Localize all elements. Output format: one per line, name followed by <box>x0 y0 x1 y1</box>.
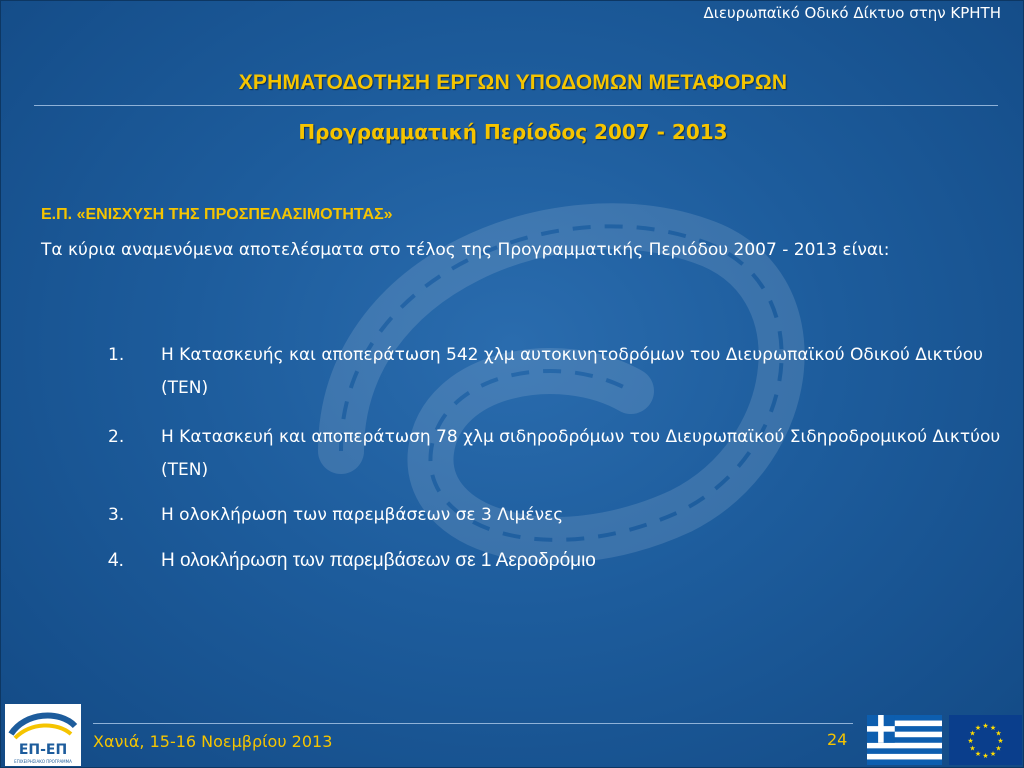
list-item-text: Η Κατασκευή και αποπεράτωση 78 χλμ σιδηροδρόμων του Διευρωπαϊκού Σιδηροδρομικού Δικτύου (ΤΕΝ) <box>161 427 1001 480</box>
greek-flag-icon <box>867 715 942 765</box>
svg-text:★: ★ <box>982 752 989 760</box>
svg-text:★: ★ <box>989 750 997 758</box>
logo-text: ΕΠ-ΕΠ <box>18 742 68 758</box>
title-divider <box>34 105 998 106</box>
page-number: 24 <box>827 730 848 749</box>
logo-small-text: ΕΠΙΧΕΙΡΗΣΙΑΚΟ ΠΡΟΓΡΑΜΜΑ <box>14 759 72 764</box>
svg-text:★: ★ <box>995 744 1002 753</box>
list-item-number: 2. <box>108 427 125 447</box>
intro-text: Τα κύρια αναμενόμενα αποτελέσματα στο τέλος της Προγραμματικής Περιόδου 2007 - 2013 είναι: <box>41 240 890 260</box>
list-item-text: Η ολοκλήρωση των παρεμβάσεων σε 3 Λιμένες <box>161 505 564 525</box>
list-item-number: 1. <box>108 345 125 365</box>
ep-ep-logo <box>5 704 81 766</box>
eu-flag-icon <box>949 715 1022 765</box>
presentation-header: Διευρωπαϊκό Οδικό Δίκτυο στην ΚΡΗΤΗ <box>703 4 1001 22</box>
svg-text:★: ★ <box>974 724 982 732</box>
subtitle: Προγραμματική Περίοδος 2007 - 2013 <box>298 120 728 144</box>
svg-text:★: ★ <box>997 737 1004 745</box>
svg-text:★: ★ <box>967 737 974 745</box>
footer-location-date: Χανιά, 15-16 Νοεμβρίου 2013 <box>93 732 333 751</box>
svg-text:★: ★ <box>969 729 976 738</box>
svg-text:★: ★ <box>995 729 1002 738</box>
main-title: ΧΡΗΜΑΤΟΔΟΤΗΣΗ ΕΡΓΩΝ ΥΠΟΔΟΜΩΝ ΜΕΤΑΦΟΡΩΝ <box>238 71 788 94</box>
list-item-number: 3. <box>108 505 125 525</box>
section-title: Ε.Π. «ΕΝΙΣΧΥΣΗ ΤΗΣ ΠΡΟΣΠΕΛΑΣΙΜΟΤΗΤΑΣ» <box>41 206 393 223</box>
svg-text:★: ★ <box>974 750 982 758</box>
list-item-number: 4. <box>108 550 124 571</box>
footer-divider <box>93 723 853 724</box>
list-item-text: Η ολοκλήρωση των παρεμβάσεων σε 1 Αεροδρόμιο <box>161 550 596 571</box>
list-item-text: Η Κατασκευής και αποπεράτωση 542 χλμ αυτοκινητοδρόμων του Διευρωπαϊκού Οδικού Δικτύου (ΤΕΝ) <box>161 345 983 398</box>
svg-text:★: ★ <box>989 724 997 732</box>
svg-text:★: ★ <box>969 744 976 753</box>
svg-text:★: ★ <box>982 722 989 730</box>
